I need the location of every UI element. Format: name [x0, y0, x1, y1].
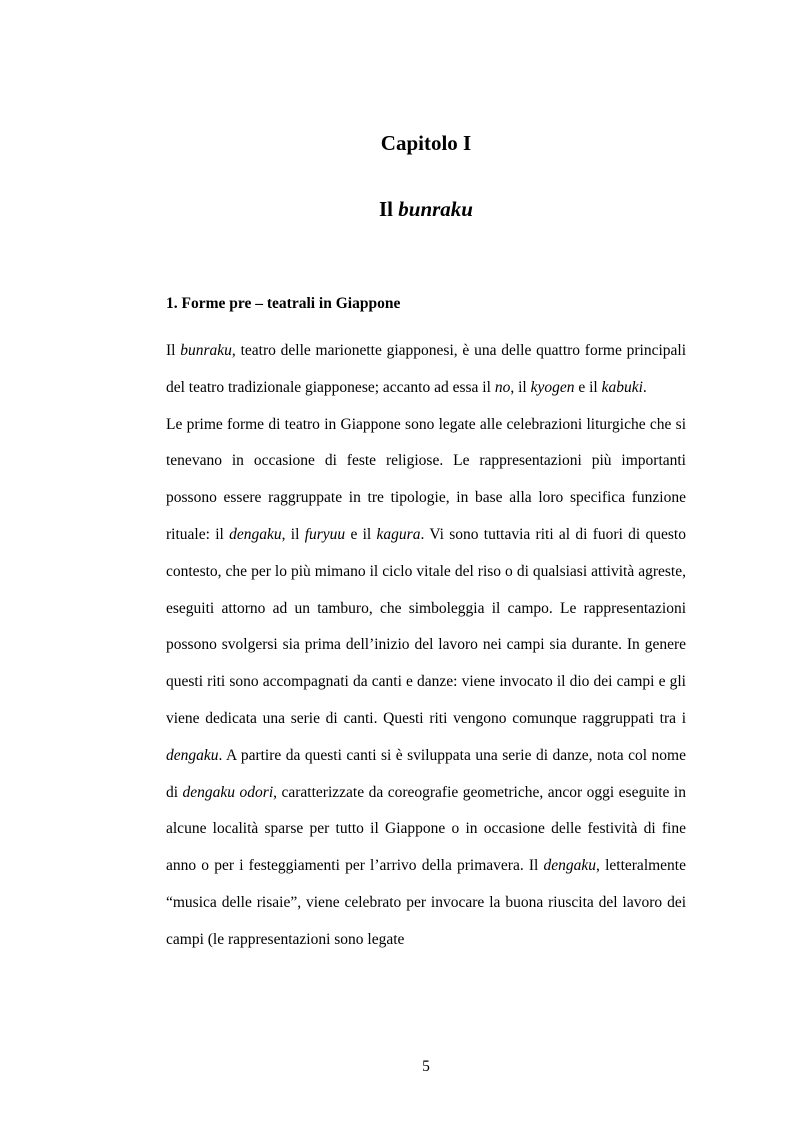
text-run: . Vi sono tuttavia riti al di fuori di questo contesto, che per lo più mimano il ciclo vitale del riso o di qualsiasi attività agreste, eseguiti attorno ad un tamburo, che simboleggia il campo. Le rappresentazioni possono svolgersi sia prima dell’inizio del lavoro nei campi sia durante. In genere questi riti sono accompagnati da canti e danze: viene invocato il dio dei campi e gli viene dedicata una serie di canti. Questi riti vengono comunque raggruppati tra i	[166, 525, 686, 727]
text-run: Le prime forme di teatro in Giappone sono legate alle celebrazioni liturgiche che si tenevano in occasione di feste religiose. Le rappresentazioni più importanti possono essere raggruppate in tre tipologie, in base alla loro specifica funzione rituale: il	[166, 415, 686, 543]
italic-term: dengaku	[229, 525, 282, 543]
text-run: , il	[281, 525, 305, 543]
italic-term: furyuu	[304, 525, 346, 543]
chapter-title-italic: bunraku	[398, 197, 473, 221]
italic-term: bunraku	[180, 342, 232, 359]
section-heading: 1. Forme pre – teatrali in Giappone	[166, 295, 401, 312]
body-text	[166, 333, 686, 959]
italic-term: no	[494, 378, 511, 396]
italic-term: dengaku odori	[182, 783, 274, 801]
chapter-title	[166, 196, 686, 222]
text-run: e il	[345, 525, 377, 543]
text-run: e il	[574, 378, 602, 396]
text-run: , letteralmente “musica delle risaie”, viene celebrato per invocare la buona riuscita del lavoro dei campi (le rappresentazioni sono legate	[166, 857, 686, 948]
italic-term: dengaku	[166, 746, 219, 764]
text-run: .	[642, 378, 647, 396]
italic-term: kagura	[376, 525, 421, 543]
italic-term: kyogen	[530, 378, 575, 396]
text-run: , teatro delle marionette giapponesi, è una delle quattro forme principali del teatro tradizionale giapponese; accanto ad essa il	[166, 342, 686, 396]
paragraph-1	[166, 333, 686, 407]
text-run: , il	[510, 378, 531, 396]
italic-term: dengaku	[543, 857, 597, 875]
text-run: . A partire da questi canti si è sviluppata una serie di danze, nota col nome di	[166, 746, 686, 801]
chapter-label: Capitolo I	[380, 131, 472, 155]
text-run: Il	[166, 342, 181, 359]
italic-term: kabuki	[601, 378, 643, 396]
chapter-title-prefix: Il	[379, 197, 399, 221]
page-number: 5	[422, 1058, 430, 1075]
text-run: , caratterizzate da coreografie geometriche, ancor oggi eseguite in alcune località sparse per tutto il Giappone o in occasione delle festività di fine anno o per i festeggiamenti per l’arrivo della primavera. Il	[166, 783, 686, 875]
paragraph-2	[166, 407, 686, 959]
